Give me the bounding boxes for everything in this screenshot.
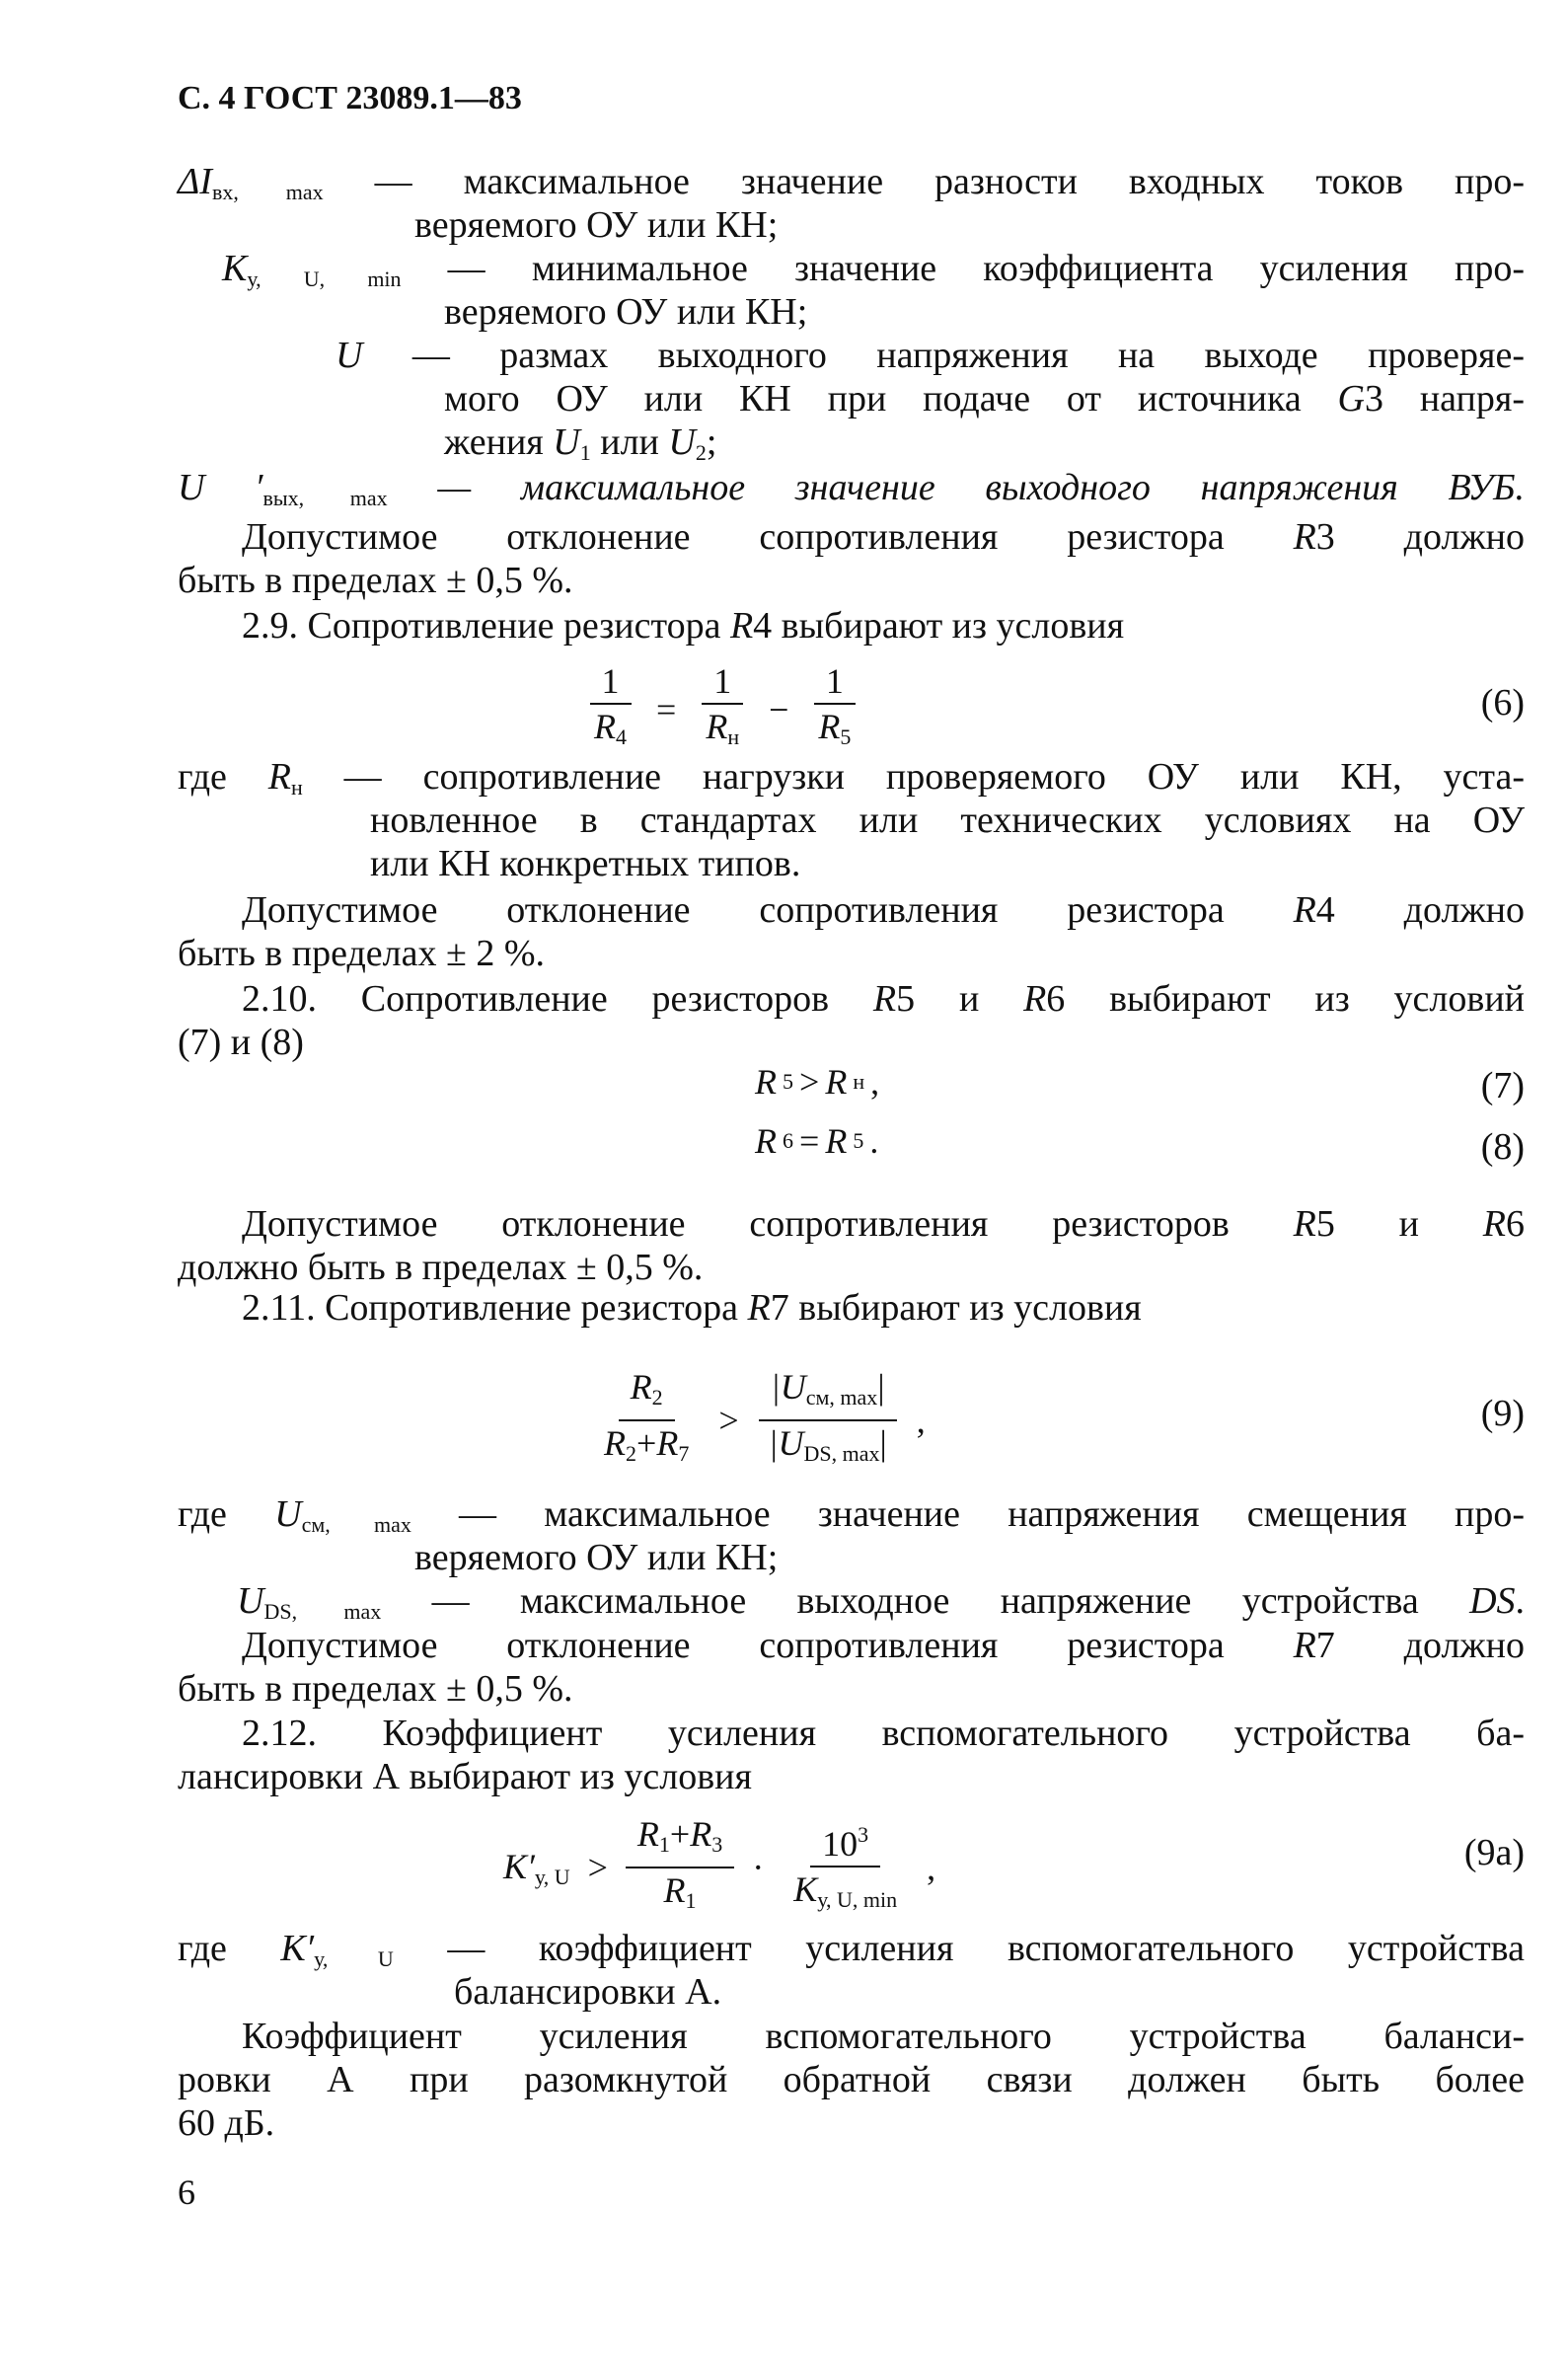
text-run: или КН конкретных типов. (370, 843, 801, 884)
punct: , (870, 1062, 880, 1102)
text-line (178, 1246, 703, 1289)
math-symbol: R (1293, 1203, 1316, 1245)
var: R (663, 1870, 686, 1910)
var: R (755, 1062, 777, 1102)
text-line (414, 203, 778, 247)
math-symbol: R (1023, 978, 1047, 1020)
math-symbol: U (237, 1580, 264, 1622)
text-line (178, 1492, 1525, 1547)
text-run: 7 выбирают из условия (770, 1287, 1142, 1329)
text-run: новленное в стандартах или технических условиях на ОУ (370, 800, 1525, 841)
text-run: где (178, 1493, 275, 1535)
sub: 6 (783, 1128, 793, 1153)
equation-number: (6) (1480, 682, 1525, 724)
sub: 5 (783, 1069, 793, 1094)
sup: 3 (858, 1822, 869, 1847)
formula-6 (582, 661, 862, 757)
text-run: веряемого ОУ или КН; (414, 1537, 779, 1578)
sub: см, max (805, 1385, 878, 1410)
document-header: С. 4 ГОСТ 23089.1—83 (178, 80, 522, 116)
punct: , (916, 1401, 926, 1440)
subscript: вых, max (262, 486, 388, 510)
dot: · (752, 1848, 765, 1887)
operator: > (718, 1401, 739, 1440)
math-symbol: R (1482, 1203, 1506, 1245)
text-run: Допустимое отклонение сопротивления резистора (242, 889, 1294, 931)
text-run: Допустимое отклонение сопротивления резистора (242, 1625, 1294, 1666)
math-symbol: U (336, 335, 363, 376)
sub: 1 (658, 1832, 670, 1857)
equation-number: (9a) (1463, 1832, 1525, 1873)
formula-7 (755, 1061, 879, 1103)
subscript: н (291, 775, 303, 800)
math-symbol: U (274, 1493, 302, 1535)
equation-number: (7) (1480, 1065, 1525, 1106)
text-line (178, 160, 1525, 214)
punct: , (927, 1848, 936, 1887)
math-symbol: K (222, 248, 248, 289)
math-symbol: R (1293, 1625, 1316, 1666)
subscript: вх, max (211, 180, 324, 204)
text-run: 4 должно (1315, 889, 1526, 931)
math-symbol: DS (1469, 1580, 1516, 1622)
sub: 2 (651, 1385, 663, 1410)
text-run: — максимальное выходное напряжение устройства (381, 1580, 1470, 1622)
plus: + (636, 1423, 657, 1463)
text-run: жения (444, 421, 554, 463)
operator: > (587, 1848, 608, 1887)
page-number: 6 (178, 2172, 195, 2212)
text-line (178, 2058, 1525, 2101)
minus: − (769, 689, 789, 729)
math-symbol: U ′ (178, 467, 263, 508)
text-run: 3 напря- (1365, 378, 1526, 419)
text-line (370, 842, 800, 885)
sub: 7 (678, 1441, 690, 1466)
text-line (178, 1927, 1525, 1981)
text-line (242, 1202, 1525, 1246)
sub: 5 (840, 724, 852, 749)
text-line (242, 977, 1525, 1021)
sub: DS, max (803, 1441, 880, 1466)
math-symbol: U (553, 421, 580, 463)
text-run: 6 выбирают из условий (1046, 978, 1525, 1020)
math-symbol: R (1293, 516, 1316, 558)
text-run: . (1515, 1580, 1526, 1622)
sub: 4 (616, 724, 627, 749)
subscript: см, max (301, 1512, 411, 1537)
subscript: 2 (695, 440, 707, 465)
text-run: мого ОУ или КН при подаче от источника (444, 378, 1338, 419)
text-line (178, 559, 572, 602)
math-symbol: G (1337, 378, 1365, 419)
text-run: ровки А при разомкнутой обратной связи должен быть более (178, 2059, 1525, 2100)
sub: у, U, min (817, 1887, 898, 1912)
text-run: 6 (1506, 1203, 1525, 1245)
text-run: Допустимое отклонение сопротивления резистора (242, 516, 1294, 558)
sub: 5 (853, 1128, 864, 1153)
sub: 1 (685, 1888, 697, 1913)
var: K (793, 1869, 818, 1909)
var: R (818, 707, 841, 746)
var: |U (770, 1367, 806, 1407)
text-run: 60 дБ. (178, 2102, 275, 2144)
text-run: — максимальное значение напряжения смещения про- (411, 1493, 1525, 1535)
text-run: веряемого ОУ или КН; (444, 291, 808, 333)
text-run: быть в пределах ± 2 %. (178, 933, 545, 974)
var: R (690, 1814, 712, 1854)
numerator: 1 (590, 661, 632, 705)
text-run: 3 должно (1315, 516, 1526, 558)
text-run: быть в пределах ± 0,5 %. (178, 1668, 573, 1710)
text-run: веряемого ОУ или КН; (414, 204, 779, 246)
text-line (242, 1712, 1525, 1755)
text-line (242, 515, 1525, 559)
text-run: — коэффициент усиления вспомогательного устройства (393, 1928, 1525, 1969)
text-line (336, 334, 1525, 377)
text-run: 5 и (896, 978, 1024, 1020)
numerator: 1 (814, 661, 856, 705)
math-symbol: K′ (280, 1928, 315, 1969)
text-line (178, 932, 545, 975)
subscript: у, U, min (247, 267, 402, 291)
math-symbol: R (1293, 889, 1316, 931)
equals: = (656, 689, 677, 729)
var: R (594, 707, 616, 746)
operator: > (799, 1062, 820, 1102)
math-symbol: R (729, 605, 754, 647)
bar: | (879, 1423, 887, 1463)
text-line (242, 2015, 1525, 2058)
math-symbol: R (267, 756, 292, 798)
text-run: 2.12. Коэффициент усиления вспомогательного устройства ба- (242, 1713, 1525, 1754)
plus: + (669, 1814, 691, 1854)
formula-9a (503, 1814, 935, 1921)
text-run: 4 выбирают из условия (753, 605, 1125, 647)
number: 10 (822, 1824, 859, 1864)
text-run: 2.9. Сопротивление резистора (242, 605, 730, 647)
sub: 2 (626, 1441, 636, 1466)
var: K′ (503, 1846, 535, 1886)
text-run: — размах выходного напряжения на выходе проверяе- (362, 335, 1525, 376)
text-line (178, 1755, 752, 1798)
text-line (178, 2101, 274, 2145)
var: |U (768, 1423, 804, 1463)
text-run: быть в пределах ± 0,5 %. (178, 560, 573, 601)
math-symbol: ΔI (178, 161, 212, 202)
var: R (656, 1423, 679, 1463)
var: R (636, 1814, 659, 1854)
math-symbol: — максимальное значение выходного напряжения ВУБ. (387, 467, 1525, 508)
subscript: DS, max (263, 1599, 382, 1624)
text-run: ; (706, 421, 717, 463)
punct: . (869, 1121, 879, 1161)
text-line (414, 1536, 778, 1579)
var: R (604, 1423, 626, 1463)
sub: 3 (711, 1832, 723, 1857)
text-run: лансировки А выбирают из условия (178, 1756, 752, 1797)
text-run: — сопротивление нагрузки проверяемого ОУ или КН, уста- (302, 756, 1526, 798)
text-line (444, 377, 1525, 420)
bar: | (877, 1367, 885, 1407)
sub: н (853, 1069, 865, 1094)
var: R (706, 707, 728, 746)
text-run: Допустимое отклонение сопротивления резисторов (242, 1203, 1294, 1245)
sub: у, U (534, 1864, 570, 1889)
text-run: 5 и (1315, 1203, 1483, 1245)
var: R (825, 1121, 848, 1161)
text-line (178, 1021, 304, 1064)
subscript: у, U (314, 1946, 394, 1971)
var: R (755, 1121, 777, 1161)
math-symbol: U (668, 421, 696, 463)
text-run: 2.11. Сопротивление резистора (242, 1287, 748, 1329)
text-run: должно быть в пределах ± 0,5 %. (178, 1247, 704, 1288)
equation-number: (9) (1480, 1393, 1525, 1434)
numerator: 1 (702, 661, 743, 705)
text-line (242, 1286, 1142, 1330)
formula-9 (592, 1367, 926, 1474)
text-run: где (178, 756, 268, 798)
text-run: — минимальное значение коэффициента усиления про- (401, 248, 1525, 289)
sub: н (727, 724, 740, 749)
formula-8 (755, 1120, 878, 1162)
math-symbol: R (872, 978, 897, 1020)
text-run: балансировки А. (454, 1971, 722, 2013)
text-run: 2.10. Сопротивление резисторов (242, 978, 873, 1020)
text-run: (7) и (8) (178, 1022, 304, 1063)
equation-number: (8) (1480, 1126, 1525, 1168)
text-line (444, 290, 807, 334)
text-line (370, 799, 1525, 842)
text-line (178, 466, 1525, 520)
text-run: где (178, 1928, 281, 1969)
var: R (825, 1062, 848, 1102)
text-line (454, 1970, 721, 2014)
text-line (242, 604, 1124, 648)
text-run: — максимальное значение разности входных токов про- (323, 161, 1525, 202)
text-run: или (590, 421, 669, 463)
text-line (242, 1624, 1525, 1667)
math-symbol: R (747, 1287, 771, 1329)
text-line (242, 888, 1525, 932)
text-line (178, 1667, 572, 1711)
var: R (630, 1367, 652, 1407)
text-run: 7 должно (1315, 1625, 1526, 1666)
text-run: Коэффициент усиления вспомогательного устройства баланси- (242, 2016, 1525, 2057)
operator: = (799, 1121, 820, 1161)
subscript: 1 (579, 440, 591, 465)
text-line (222, 247, 1525, 301)
